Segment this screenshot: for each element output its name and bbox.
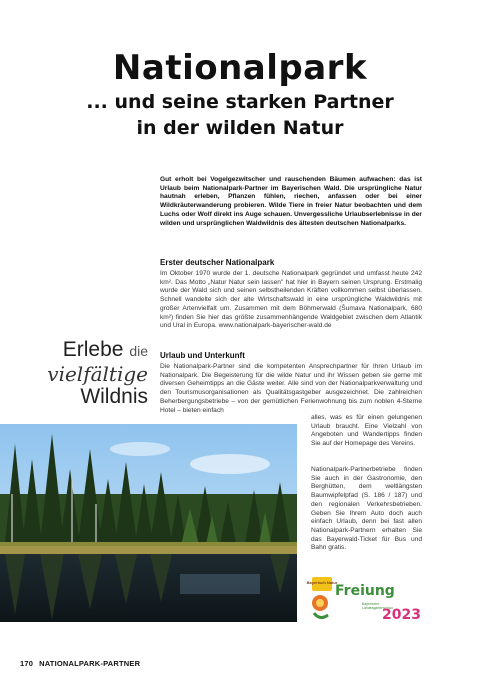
- logo-word: Freiung: [335, 583, 395, 599]
- section-text-urlaub-continued: alles, was es für einen gelungenen Urlaub braucht. Eine Vielzahl von Angeboten und Wandertipps finden Sie auf der Homepage des Vereins.: [311, 414, 422, 448]
- forest-lake-illustration: [0, 424, 297, 622]
- page-title: Nationalpark: [112, 48, 368, 88]
- page-footer: [20, 659, 140, 668]
- page-subtitle-line2: in der wilden Natur: [136, 117, 344, 139]
- logo-caption-line1: Bayerische: [362, 602, 380, 606]
- logo-caption-line2: Landesgartenschau: [362, 606, 393, 610]
- title-block: [0, 48, 480, 140]
- page-number: 170: [20, 659, 34, 668]
- tagline-word-vielfaeltige: vielfältige: [47, 362, 148, 386]
- freyung-2023-logo: [306, 573, 422, 625]
- section-text-urlaub: Die Nationalpark-Partner sind die kompetenten Ansprechpartner für Ihren Urlaub im Nationalpark. Die Begeisterung für die wilde Natur und ihr Wissen geben sie gerne mit diversen Geheimtipps an die Gäste weiter. Alle sind von der Nationalparkverwaltung und den Tourismusorganisationen als Qualitätsgastgeber ausgezeichnet. Die zahlreichen Beherbergungsbetriebe – von der gemütlichen Ferienwohnung bis zum noblen 4-Sterne Hotel – bieten einfach: [160, 363, 422, 414]
- intro-paragraph: Gut erholt bei Vogelgezwitscher und rauschenden Bäumen aufwachen: das ist Urlaub beim Nationalpark-Partner im Bayerischen Wald. Die ursprüngliche Natur hautnah erleben, Pflanzen fühlen, riechen, anfassen oder bei einer Wildkräuterwanderung probieren. Wilde Tiere in freier Natur beobachten und dem Luchs oder Wolf direkt ins Auge schauen. Unvergessliche Urlaubserlebnisse in der wilden und ursprünglichen Waldwildnis des ältesten deutschen Nationalparks.: [160, 176, 422, 227]
- footer-section-label: NATIONALPARK-PARTNER: [39, 659, 141, 668]
- section-heading-urlaub: Urlaub und Unterkunft: [160, 351, 245, 360]
- section-text-partnerbetriebe: Nationalpark-Partnerbetriebe finden Sie auch in der Gastronomie, den Berghütten, dem weltlängsten Baumwipfelpfad (S. 186 / 187) und den regionalen Verkehrsbetrieben. Geben Sie Ihrem Auto doch auch einfach Urlaub, denn bei fast allen Nationalpark-Partnern erhalten Sie das Bayerwald-Ticket für Bus und Bahn gratis.: [311, 466, 422, 552]
- logo-badge-text: Bayerisch Natur: [306, 580, 338, 585]
- page-subtitle-line1: ... und seine starken Partner: [86, 91, 394, 113]
- tagline-word-erlebe: Erlebe: [62, 338, 124, 361]
- tagline-word-die: die: [129, 343, 148, 359]
- section-text-nationalpark: Im Oktober 1970 wurde der 1. deutsche Nationalpark gegründet und umfasst heute 242 km². Das Motto „Natur Natur sein lassen" hat hier in Bayern seinen Ursprung. Erstmalig wurde der Wald sich und seinen selbstheilenden Kräften vollkommen selbst überlassen. Schnell wandelte sich der alte Wirtschaftswald in eine ursprüngliche Waldwildnis mit großer Artenvielfalt um. Zusammen mit dem Böhmerwald (Šumava Nationalpark, 680 km²) finden Sie hier das größte zusammenhängende Waldgebiet zwischen dem Atlantik und Ural in Europa. www.nationalpark-bayerischer-wald.de: [160, 270, 422, 330]
- section-heading-nationalpark: Erster deutscher Nationalpark: [160, 258, 275, 267]
- tagline-word-wildnis: Wildnis: [80, 385, 148, 408]
- forest-lake-photo: [0, 424, 297, 622]
- logo-year: 2023: [382, 607, 421, 623]
- tagline: [20, 338, 148, 409]
